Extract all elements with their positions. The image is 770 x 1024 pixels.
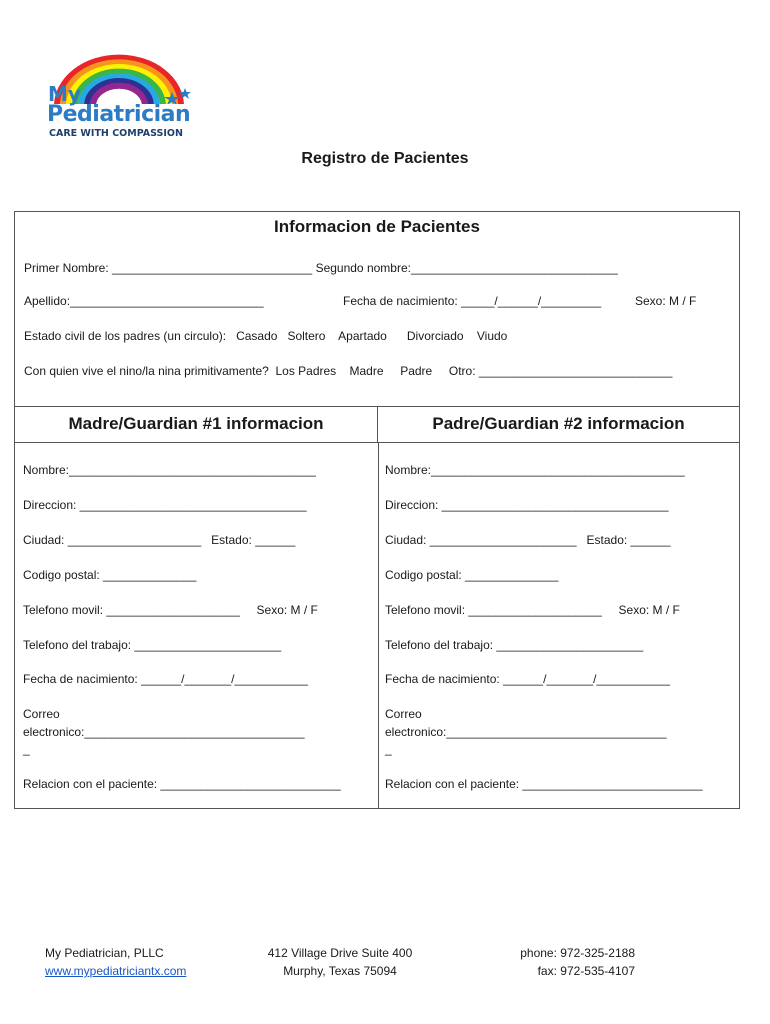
- g1-name-field[interactable]: Nombre:_____________________________________: [23, 463, 316, 477]
- g1-address-field[interactable]: Direccion: __________________________________: [23, 498, 307, 512]
- phone-number: phone: 972-325-2188: [520, 946, 635, 960]
- patient-info-section: [14, 211, 740, 407]
- g1-city-state-field[interactable]: Ciudad: ____________________ Estado: ______: [23, 533, 296, 547]
- g2-address-field[interactable]: Direccion: __________________________________: [385, 498, 669, 512]
- lives-with-field[interactable]: Con quien vive el nino/la nina primitivamente? Los Padres Madre Padre Otro: _____________________________: [24, 364, 673, 378]
- guardians-section: [14, 407, 740, 809]
- g1-relation-field[interactable]: Relacion con el paciente: ___________________________: [23, 777, 341, 791]
- guardian1-title: Madre/Guardian #1 informacion: [15, 407, 378, 443]
- g2-zip-field[interactable]: Codigo postal: ______________: [385, 568, 559, 582]
- practice-logo: [44, 44, 194, 140]
- logo-tagline: CARE WITH COMPASSION: [49, 128, 183, 139]
- g1-mobile-field[interactable]: Telefono movil: ____________________ Sexo: M / F: [23, 603, 318, 617]
- logo-text-my: My: [48, 82, 81, 106]
- g1-email-field[interactable]: electronico:_________________________________: [23, 725, 305, 739]
- g2-city-state-field[interactable]: Ciudad: ______________________ Estado: ______: [385, 533, 671, 547]
- form-title: Registro de Pacientes: [301, 150, 469, 167]
- g2-work-phone-field[interactable]: Telefono del trabajo: ______________________: [385, 638, 644, 652]
- first-name-field[interactable]: Primer Nombre: ______________________________ Segundo nombre:_______________________________: [24, 261, 618, 275]
- g1-birth-date-field[interactable]: Fecha de nacimiento: ______/_______/___________: [23, 672, 308, 686]
- g2-email-tail: _: [385, 742, 392, 756]
- website-link[interactable]: www.mypediatriciantx.com: [45, 964, 187, 978]
- patient-section-title: Informacion de Pacientes: [274, 217, 480, 236]
- last-name-field[interactable]: Apellido:_____________________________: [24, 294, 264, 308]
- g2-birth-date-field[interactable]: Fecha de nacimiento: ______/_______/___________: [385, 672, 670, 686]
- g1-zip-field[interactable]: Codigo postal: ______________: [23, 568, 197, 582]
- g1-work-phone-field[interactable]: Telefono del trabajo: ______________________: [23, 638, 282, 652]
- parents-civil-status-field[interactable]: Estado civil de los padres (un circulo): Casado Soltero Apartado Divorciado Viudo: [24, 329, 508, 343]
- column-divider: [378, 443, 379, 808]
- birth-date-field[interactable]: Fecha de nacimiento: _____/______/_________: [343, 294, 602, 308]
- g2-name-field[interactable]: Nombre:______________________________________: [385, 463, 685, 477]
- logo-text-pediatrician: Pediatrician: [47, 102, 191, 127]
- company-name: My Pediatrician, PLLC: [45, 946, 164, 960]
- footer-company-block: [45, 944, 186, 980]
- footer-address-block: [265, 944, 415, 980]
- g2-email-label-1: Correo: [385, 707, 422, 721]
- guardian2-title: Padre/Guardian #2 informacion: [378, 407, 739, 443]
- g1-email-tail: _: [23, 742, 30, 756]
- fax-number: fax: 972-535-4107: [537, 964, 635, 978]
- g2-email-field[interactable]: electronico:_________________________________: [385, 725, 667, 739]
- address-line-1: 412 Village Drive Suite 400: [267, 946, 413, 960]
- g2-relation-field[interactable]: Relacion con el paciente: ___________________________: [385, 777, 703, 791]
- g2-mobile-field[interactable]: Telefono movil: ____________________ Sexo: M / F: [385, 603, 680, 617]
- sex-field[interactable]: Sexo: M / F: [635, 294, 697, 308]
- footer-contact-block: [500, 944, 635, 980]
- g1-email-label-1: Correo: [23, 707, 60, 721]
- address-line-2: Murphy, Texas 75094: [283, 964, 397, 978]
